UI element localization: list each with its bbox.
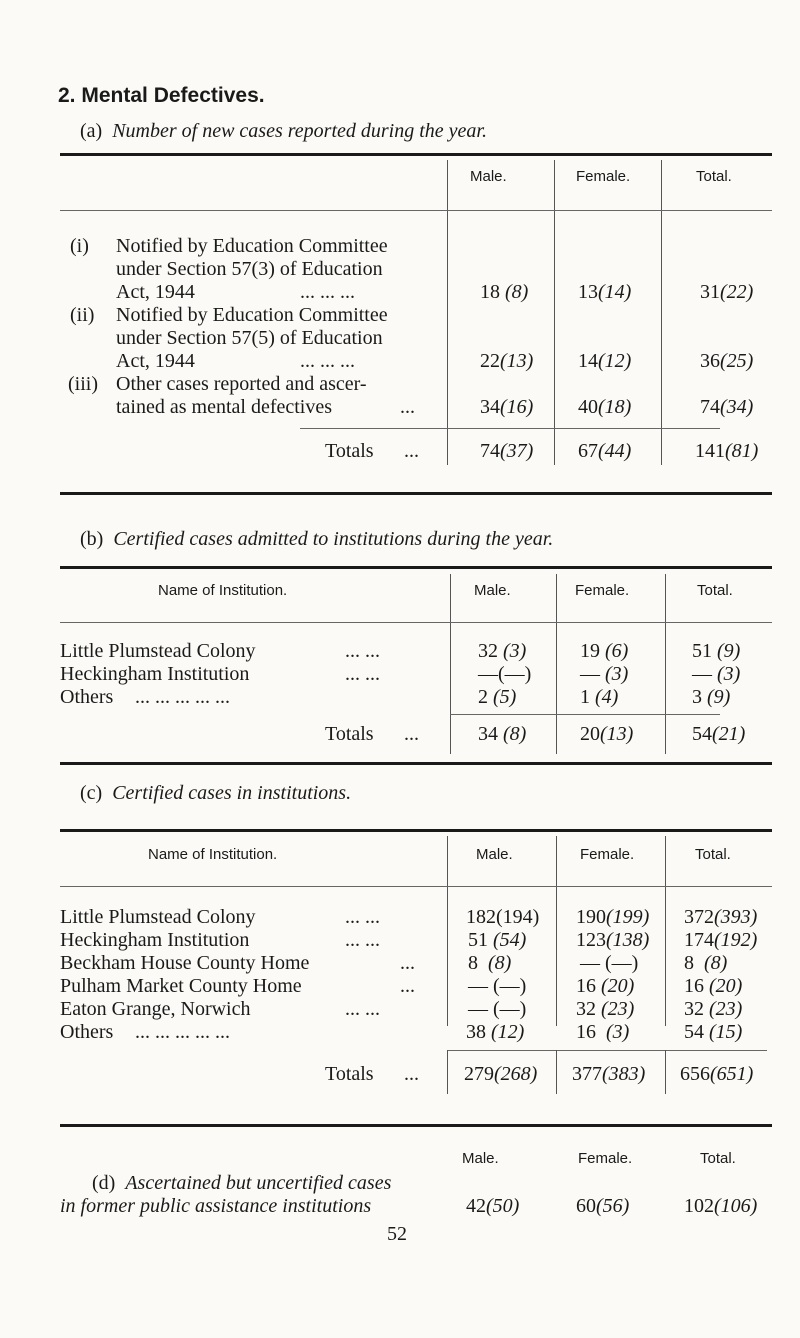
- leader-dots: ... ...: [345, 998, 380, 1020]
- cell-total: — (3): [692, 663, 741, 685]
- institution-name: Little Plumstead Colony: [60, 640, 256, 662]
- table-c-header-total: Total.: [695, 846, 731, 863]
- cell-female: 377(383): [572, 1063, 646, 1085]
- row-label: under Section 57(3) of Education: [116, 258, 383, 280]
- cell-total: 54(21): [692, 723, 746, 745]
- table-c-divider: [556, 836, 557, 1026]
- table-c-divider: [665, 1050, 666, 1094]
- d-header-female: Female.: [578, 1150, 633, 1167]
- cell-total: 74(34): [700, 396, 754, 418]
- table-c-header-rule: [60, 886, 772, 887]
- table-a-header-total: Total.: [696, 168, 732, 185]
- cell-male: —(—): [478, 663, 532, 685]
- table-a-bottom-rule: [60, 492, 772, 495]
- subsection-a-text: Number of new cases reported during the year.: [112, 120, 487, 142]
- leader-dots: ...: [404, 440, 419, 462]
- institution-name: Others: [60, 1021, 114, 1043]
- subsection-b-title: (b) Certified cases admitted to institutions during the year.: [80, 528, 554, 550]
- cell-female: 40(18): [578, 396, 632, 418]
- table-b-bottom-rule: [60, 762, 772, 765]
- leader-dots: ... ... ... ... ...: [135, 686, 230, 708]
- cell-female: 67(44): [578, 440, 632, 462]
- cell-male: 22(13): [480, 350, 534, 372]
- leader-dots: ... ... ...: [300, 350, 355, 372]
- institution-name: Pulham Market County Home: [60, 975, 302, 997]
- d-cell-female: 60(56): [576, 1195, 630, 1217]
- subsection-a-letter: (a): [80, 120, 103, 142]
- page-number: 52: [387, 1223, 407, 1245]
- leader-dots: ...: [404, 723, 419, 745]
- leader-dots: ... ... ...: [300, 281, 355, 303]
- d-cell-male: 42(50): [466, 1195, 520, 1217]
- table-a-top-rule: [60, 153, 772, 156]
- subsection-d-line2: in former public assistance institutions: [60, 1195, 372, 1217]
- table-c-header-male: Male.: [476, 846, 513, 863]
- cell-male: 34(16): [480, 396, 534, 418]
- totals-label: Totals: [325, 1063, 374, 1085]
- table-b-header-rule: [60, 622, 772, 623]
- table-c-divider: [665, 836, 666, 1026]
- cell-female: 123(138): [576, 929, 650, 951]
- cell-total: 174(192): [684, 929, 758, 951]
- institution-name: Heckingham Institution: [60, 929, 250, 951]
- cell-male: 8 (8): [468, 952, 512, 974]
- table-a-divider: [554, 160, 555, 465]
- cell-male: 34 (8): [478, 723, 527, 745]
- row-label: Act, 1944: [116, 350, 195, 372]
- cell-male: 32 (3): [478, 640, 527, 662]
- cell-female: 1 (4): [580, 686, 619, 708]
- table-b-header-female: Female.: [575, 582, 630, 599]
- cell-total: 141(81): [695, 440, 759, 462]
- leader-dots: ... ...: [345, 906, 380, 928]
- table-b-divider: [556, 574, 557, 754]
- table-c-bottom-rule: [60, 1124, 772, 1127]
- d-cell-total: 102(106): [684, 1195, 758, 1217]
- cell-male: 38 (12): [466, 1021, 525, 1043]
- row-label: tained as mental defectives: [116, 396, 333, 418]
- cell-male: 279(268): [464, 1063, 538, 1085]
- leader-dots: ...: [400, 952, 415, 974]
- cell-total: 31(22): [700, 281, 754, 303]
- table-a-divider: [661, 160, 662, 465]
- table-c-top-rule: [60, 829, 772, 832]
- table-b-divider: [450, 574, 451, 754]
- cell-total: 51 (9): [692, 640, 741, 662]
- row-label: Notified by Education Committee: [116, 235, 388, 257]
- table-a-divider: [447, 160, 448, 465]
- table-c-header-female: Female.: [580, 846, 635, 863]
- cell-female: 13(14): [578, 281, 632, 303]
- totals-label: Totals: [325, 723, 374, 745]
- row-number: (ii): [70, 304, 95, 326]
- leader-dots: ... ...: [345, 663, 380, 685]
- leader-dots: ... ... ... ... ...: [135, 1021, 230, 1043]
- table-a-header-female: Female.: [576, 168, 631, 185]
- leader-dots: ... ...: [345, 929, 380, 951]
- cell-female: — (—): [580, 952, 639, 974]
- cell-total: 32 (23): [684, 998, 743, 1020]
- cell-male: — (—): [468, 998, 527, 1020]
- institution-name: Others: [60, 686, 114, 708]
- leader-dots: ... ...: [345, 640, 380, 662]
- cell-female: 32 (23): [576, 998, 635, 1020]
- institution-name: Eaton Grange, Norwich: [60, 998, 251, 1020]
- row-number: (i): [70, 235, 89, 257]
- row-label: Act, 1944: [116, 281, 195, 303]
- cell-female: 16 (20): [576, 975, 635, 997]
- row-label: Notified by Education Committee: [116, 304, 388, 326]
- row-label: Other cases reported and ascer-: [116, 373, 367, 395]
- totals-label: Totals: [325, 440, 374, 462]
- table-b-header-name: Name of Institution.: [158, 582, 288, 599]
- table-c-header-name: Name of Institution.: [148, 846, 278, 863]
- table-b-totals-rule: [450, 714, 720, 715]
- table-a-totals-rule: [300, 428, 720, 429]
- cell-male: 51 (54): [468, 929, 527, 951]
- cell-male: — (—): [468, 975, 527, 997]
- cell-total: 8 (8): [684, 952, 728, 974]
- cell-male: 74(37): [480, 440, 534, 462]
- institution-name: Heckingham Institution: [60, 663, 250, 685]
- cell-female: 16 (3): [576, 1021, 630, 1043]
- cell-male: 182(194): [466, 906, 540, 928]
- table-c-divider: [447, 836, 448, 1026]
- cell-female: — (3): [580, 663, 629, 685]
- cell-female: 190(199): [576, 906, 650, 928]
- row-label: under Section 57(5) of Education: [116, 327, 383, 349]
- institution-name: Little Plumstead Colony: [60, 906, 256, 928]
- table-b-header-male: Male.: [474, 582, 511, 599]
- table-c-totals-rule: [447, 1050, 767, 1051]
- d-header-total: Total.: [700, 1150, 736, 1167]
- cell-male: 2 (5): [478, 686, 517, 708]
- cell-total: 16 (20): [684, 975, 743, 997]
- d-header-male: Male.: [462, 1150, 499, 1167]
- row-number: (iii): [68, 373, 98, 395]
- table-a-header-rule: [60, 210, 772, 211]
- subsection-a-title: [80, 120, 487, 143]
- cell-female: 20(13): [580, 723, 634, 745]
- leader-dots: ...: [404, 1063, 419, 1085]
- cell-total: 372(393): [684, 906, 758, 928]
- institution-name: Beckham House County Home: [60, 952, 310, 974]
- leader-dots: ...: [400, 396, 415, 418]
- subsection-c-title: (c) Certified cases in institutions.: [80, 782, 352, 804]
- cell-male: 18 (8): [480, 281, 529, 303]
- cell-total: 54 (15): [684, 1021, 743, 1043]
- table-a-header-male: Male.: [470, 168, 507, 185]
- leader-dots: ...: [400, 975, 415, 997]
- cell-female: 19 (6): [580, 640, 629, 662]
- cell-total: 36(25): [700, 350, 754, 372]
- cell-total: 656(651): [680, 1063, 754, 1085]
- section-title: 2. Mental Defectives.: [58, 84, 265, 107]
- table-c-divider: [447, 1050, 448, 1094]
- table-b-divider: [665, 574, 666, 754]
- table-b-header-total: Total.: [697, 582, 733, 599]
- table-b-top-rule: [60, 566, 772, 569]
- cell-total: 3 (9): [692, 686, 731, 708]
- subsection-d-line1: (d) Ascertained but uncertified cases: [92, 1172, 392, 1194]
- cell-female: 14(12): [578, 350, 632, 372]
- table-c-divider: [556, 1050, 557, 1094]
